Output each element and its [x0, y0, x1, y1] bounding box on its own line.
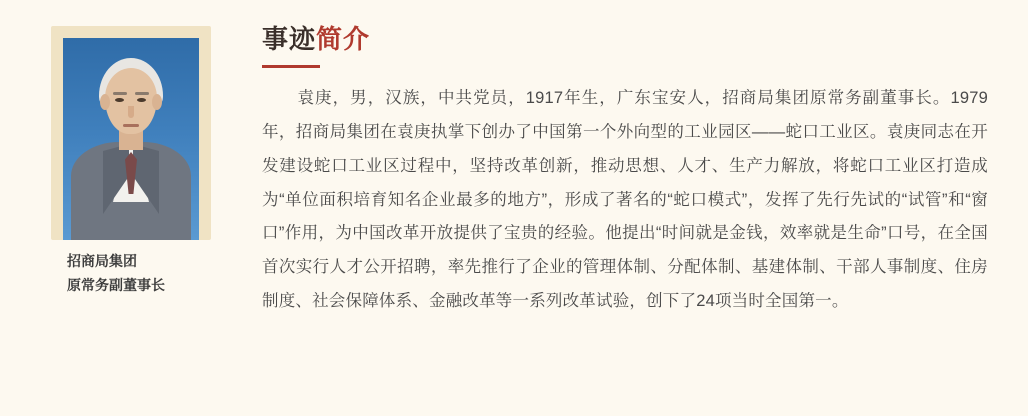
portrait-ear-left: [100, 94, 110, 110]
portrait-photo: [63, 38, 199, 240]
content-column: [262, 0, 1028, 416]
portrait-caption-line-2: 原常务副董事长: [67, 276, 165, 293]
page-title: [262, 24, 370, 65]
portrait-nose: [128, 106, 134, 118]
portrait-column: [0, 0, 262, 416]
portrait-caption-line-1: 招商局集团: [67, 253, 137, 269]
portrait-brow-right: [135, 92, 149, 95]
page-title-part-2: 简介: [316, 24, 371, 54]
page-title-part-1: 事迹: [262, 24, 317, 54]
biography-paragraph: [262, 82, 992, 319]
title-underline-rule: [262, 65, 320, 68]
portrait-ear-right: [152, 94, 162, 110]
portrait-mouth: [123, 124, 139, 127]
portrait-brow-left: [113, 92, 127, 95]
biography-text: 袁庚，男，汉族，中共党员，1917年生，广东宝安人，招商局集团原常务副董事长。1979年，招商局集团在袁庚执掌下创办了中国第一个外向型的工业园区——蛇口工业区。袁庚同志在开发建设蛇口工业区过程中，坚持改革创新，推动思想、人才、生产力解放，将蛇口工业区打造成为“单位面积培育知名企业最多的地方”，形成了著名的“蛇口模式”，发挥了先行先试的“试管”和“窗口”作用，为中国改革开放提供了宝贵的经验。他提出“时间就是金钱，效率就是生命”口号，在全国首次实行人才公开招聘，率先推行了企业的管理体制、分配体制、基建体制、干部人事制度、住房制度、社会保障体系、金融改革等一系列改革试验，创下了24项当时全国第一。: [262, 89, 988, 311]
portrait-eye-left: [115, 98, 124, 102]
portrait-eye-right: [137, 98, 146, 102]
portrait-caption: [51, 240, 211, 298]
portrait-card: [51, 26, 211, 240]
